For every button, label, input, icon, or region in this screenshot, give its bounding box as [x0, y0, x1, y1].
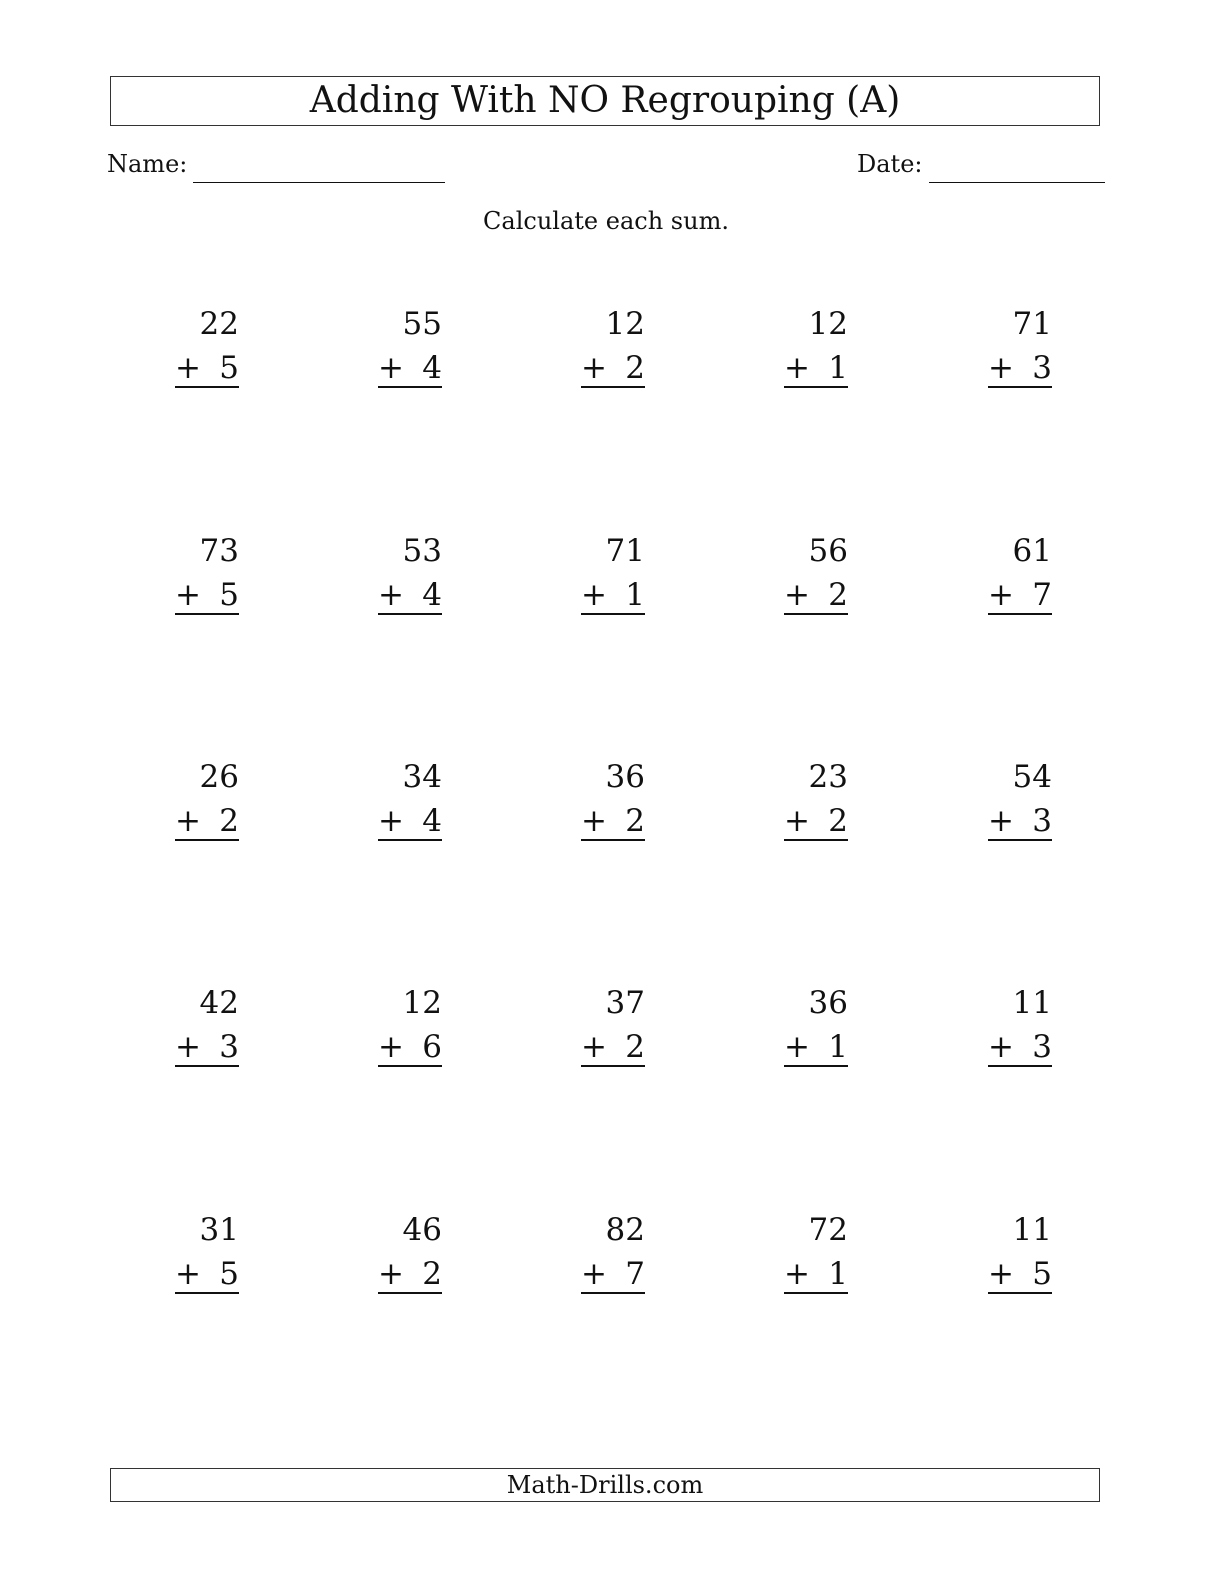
- problem-addend: 2: [625, 1029, 645, 1065]
- problem-answer-line: [988, 1029, 1052, 1067]
- problem-answer-line: [784, 350, 848, 388]
- footer-site-name: Math-Drills.com: [110, 1468, 1100, 1502]
- problem-top-number: 11: [1012, 1212, 1052, 1248]
- addition-problem: [378, 759, 442, 859]
- problem-answer-line: [378, 350, 442, 388]
- problem-answer-line: [378, 577, 442, 615]
- addition-problem: [988, 1212, 1052, 1312]
- plus-sign: +: [378, 1256, 404, 1292]
- problem-answer-line: [581, 803, 645, 841]
- problem-top-number: 36: [808, 985, 848, 1021]
- problem-top-number: 73: [199, 533, 239, 569]
- date-label: Date:: [857, 150, 923, 178]
- problem-answer-line: [378, 1029, 442, 1067]
- plus-sign: +: [581, 1029, 607, 1065]
- problem-top-number: 71: [605, 533, 645, 569]
- plus-sign: +: [378, 350, 404, 386]
- plus-sign: +: [988, 1256, 1014, 1292]
- problem-addend: 3: [1032, 1029, 1052, 1065]
- addition-problem: [378, 533, 442, 633]
- problem-top-number: 53: [402, 533, 442, 569]
- problem-answer-line: [581, 1256, 645, 1294]
- problem-answer-line: [378, 803, 442, 841]
- problem-addend: 4: [422, 350, 442, 386]
- problem-addend: 2: [219, 803, 239, 839]
- worksheet-title: Adding With NO Regrouping (A): [110, 76, 1100, 126]
- problem-addend: 5: [219, 1256, 239, 1292]
- problem-top-number: 61: [1012, 533, 1052, 569]
- problem-answer-line: [784, 1256, 848, 1294]
- problem-top-number: 46: [402, 1212, 442, 1248]
- plus-sign: +: [784, 803, 810, 839]
- problem-addend: 1: [625, 577, 645, 613]
- problem-addend: 5: [219, 577, 239, 613]
- addition-problem: [784, 759, 848, 859]
- plus-sign: +: [175, 350, 201, 386]
- plus-sign: +: [784, 1029, 810, 1065]
- addition-problem: [988, 759, 1052, 859]
- plus-sign: +: [581, 350, 607, 386]
- problem-addend: 4: [422, 803, 442, 839]
- plus-sign: +: [378, 803, 404, 839]
- addition-problem: [581, 306, 645, 406]
- addition-problem: [988, 306, 1052, 406]
- plus-sign: +: [988, 803, 1014, 839]
- problem-top-number: 26: [199, 759, 239, 795]
- problem-top-number: 12: [808, 306, 848, 342]
- problem-addend: 4: [422, 577, 442, 613]
- plus-sign: +: [378, 577, 404, 613]
- problem-addend: 2: [828, 577, 848, 613]
- problem-top-number: 56: [808, 533, 848, 569]
- problem-addend: 7: [625, 1256, 645, 1292]
- problem-answer-line: [581, 1029, 645, 1067]
- addition-problem: [581, 1212, 645, 1312]
- problem-top-number: 37: [605, 985, 645, 1021]
- problem-answer-line: [581, 577, 645, 615]
- plus-sign: +: [175, 803, 201, 839]
- plus-sign: +: [988, 1029, 1014, 1065]
- addition-problem: [378, 985, 442, 1085]
- problem-answer-line: [784, 803, 848, 841]
- name-label: Name:: [107, 150, 188, 178]
- problem-answer-line: [581, 350, 645, 388]
- problem-answer-line: [378, 1256, 442, 1294]
- problem-addend: 1: [828, 350, 848, 386]
- problem-answer-line: [988, 350, 1052, 388]
- problem-addend: 3: [219, 1029, 239, 1065]
- plus-sign: +: [175, 577, 201, 613]
- problem-addend: 6: [422, 1029, 442, 1065]
- plus-sign: +: [175, 1029, 201, 1065]
- problem-addend: 1: [828, 1256, 848, 1292]
- addition-problem: [988, 985, 1052, 1085]
- problem-top-number: 55: [402, 306, 442, 342]
- plus-sign: +: [784, 350, 810, 386]
- problem-answer-line: [175, 1256, 239, 1294]
- plus-sign: +: [581, 803, 607, 839]
- problem-addend: 2: [828, 803, 848, 839]
- problem-answer-line: [988, 1256, 1052, 1294]
- plus-sign: +: [581, 577, 607, 613]
- problem-answer-line: [784, 577, 848, 615]
- problem-addend: 3: [1032, 803, 1052, 839]
- problem-addend: 2: [422, 1256, 442, 1292]
- plus-sign: +: [581, 1256, 607, 1292]
- problem-top-number: 12: [402, 985, 442, 1021]
- problem-top-number: 36: [605, 759, 645, 795]
- problem-top-number: 54: [1012, 759, 1052, 795]
- problem-top-number: 82: [605, 1212, 645, 1248]
- addition-problem: [378, 306, 442, 406]
- problem-addend: 5: [219, 350, 239, 386]
- plus-sign: +: [784, 1256, 810, 1292]
- problem-addend: 1: [828, 1029, 848, 1065]
- problem-top-number: 71: [1012, 306, 1052, 342]
- problem-top-number: 72: [808, 1212, 848, 1248]
- plus-sign: +: [988, 577, 1014, 613]
- problem-top-number: 34: [402, 759, 442, 795]
- problem-top-number: 23: [808, 759, 848, 795]
- addition-problem: [581, 985, 645, 1085]
- plus-sign: +: [784, 577, 810, 613]
- plus-sign: +: [175, 1256, 201, 1292]
- addition-problem: [378, 1212, 442, 1312]
- addition-problem: [175, 759, 239, 859]
- problem-addend: 2: [625, 803, 645, 839]
- problem-addend: 7: [1032, 577, 1052, 613]
- problem-answer-line: [175, 803, 239, 841]
- addition-problem: [175, 533, 239, 633]
- problem-top-number: 22: [199, 306, 239, 342]
- problem-addend: 5: [1032, 1256, 1052, 1292]
- problem-top-number: 31: [199, 1212, 239, 1248]
- plus-sign: +: [378, 1029, 404, 1065]
- addition-problem: [784, 533, 848, 633]
- addition-problem: [784, 1212, 848, 1312]
- problem-top-number: 42: [199, 985, 239, 1021]
- addition-problem: [784, 306, 848, 406]
- addition-problem: [581, 759, 645, 859]
- addition-problem: [175, 306, 239, 406]
- problem-answer-line: [988, 577, 1052, 615]
- problem-answer-line: [175, 350, 239, 388]
- problem-addend: 2: [625, 350, 645, 386]
- addition-problem: [175, 1212, 239, 1312]
- problem-top-number: 11: [1012, 985, 1052, 1021]
- problem-answer-line: [784, 1029, 848, 1067]
- plus-sign: +: [988, 350, 1014, 386]
- addition-problem: [581, 533, 645, 633]
- addition-problem: [784, 985, 848, 1085]
- addition-problem: [988, 533, 1052, 633]
- problem-answer-line: [175, 577, 239, 615]
- instructions: Calculate each sum.: [483, 207, 729, 235]
- problem-answer-line: [175, 1029, 239, 1067]
- problem-answer-line: [988, 803, 1052, 841]
- addition-problem: [175, 985, 239, 1085]
- problem-addend: 3: [1032, 350, 1052, 386]
- problem-top-number: 12: [605, 306, 645, 342]
